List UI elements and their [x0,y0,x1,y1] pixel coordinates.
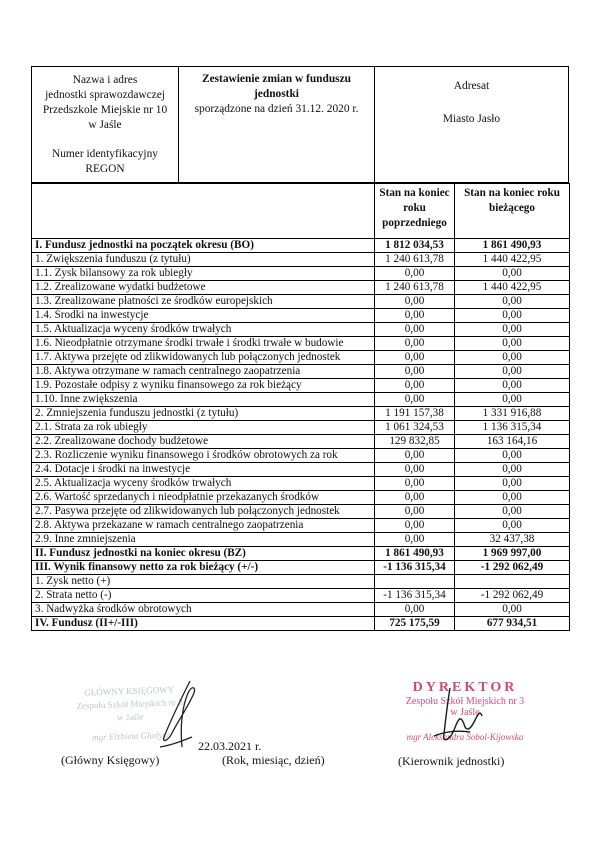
prev-value: 129 832,85 [375,435,455,449]
prev-value: 1 191 157,38 [375,407,455,421]
row-label: 1.6. Nieodpłatnie otrzymane środki trwałe i środki trwałe w budowie [32,337,375,351]
prev-value: 0,00 [375,491,455,505]
prev-value: 0,00 [375,505,455,519]
entity-city: w Jaśle [88,119,122,131]
curr-value [455,575,570,589]
prev-value: 0,00 [375,533,455,547]
row-label: 2. Strata netto (-) [32,589,375,603]
curr-value: 0,00 [455,491,570,505]
table-body [32,239,570,631]
table-row [32,463,570,477]
curr-value: 0,00 [455,603,570,617]
curr-column-header: Stan na koniec roku bieżącego [455,184,570,239]
head-of-unit-label: (Kierownik jednostki) [398,754,505,768]
table-row [32,435,570,449]
stamp-line: w Jaśle [450,707,480,718]
row-label: 1. Zysk netto (+) [32,575,375,589]
report-title-2: jednostki [254,88,299,100]
prev-value: 0,00 [375,379,455,393]
stamp-line: w Jaśle [116,711,144,723]
curr-value: 0,00 [455,323,570,337]
row-label: 1.10. Inne zwiększenia [32,393,375,407]
curr-value: 677 934,51 [455,617,570,631]
regon-label: REGON [85,163,125,175]
table-row [32,267,570,281]
curr-value: 0,00 [455,449,570,463]
prev-value: 0,00 [375,365,455,379]
curr-value: 0,00 [455,267,570,281]
prev-value: 0,00 [375,603,455,617]
prev-value: 0,00 [375,449,455,463]
row-label: 1.2. Zrealizowane wydatki budżetowe [32,281,375,295]
curr-value: 1 440 422,95 [455,253,570,267]
table-row [32,393,570,407]
entity-cell [32,67,179,182]
table-row [32,547,570,561]
table-header-row [32,184,570,239]
prev-column-header: Stan na koniec roku poprzedniego [375,184,455,239]
signing-date: 22.03.2021 r. [198,739,262,753]
table-row [32,491,570,505]
prev-value: 1 240 613,78 [375,281,455,295]
curr-value: 1 136 315,34 [455,421,570,435]
curr-value: 0,00 [455,393,570,407]
table-row [32,337,570,351]
row-label: 1.7. Aktywa przejęte od zlikwidowanych lub połączonych jednostek [32,351,375,365]
curr-value: 1 969 997,00 [455,547,570,561]
prev-value: 725 175,59 [375,617,455,631]
table-row [32,407,570,421]
prev-value: 1 861 490,93 [375,547,455,561]
id-label: Numer identyfikacyjny [52,148,158,160]
table-row [32,351,570,365]
stamp-line: Zespołu Szkół Miejskich nr 3 [405,696,525,707]
curr-value: 0,00 [455,379,570,393]
table-row [32,365,570,379]
table-row [32,589,570,603]
date-label: (Rok, miesiąc, dzień) [222,753,325,767]
row-label: 1. Zwiększenia funduszu (z tytułu) [32,253,375,267]
prev-value: 1 812 034,53 [375,239,455,253]
row-label: 1.8. Aktywa otrzymane w ramach centralnego zaopatrzenia [32,365,375,379]
prev-value: 0,00 [375,323,455,337]
label-column-header [32,184,375,239]
curr-value: 0,00 [455,463,570,477]
curr-value: 0,00 [455,365,570,379]
prev-value: 0,00 [375,267,455,281]
table-row [32,477,570,491]
row-label: 2.7. Pasywa przejęte od zlikwidowanych lub połączonych jednostek [32,505,375,519]
curr-value: 0,00 [455,477,570,491]
curr-value: -1 292 062,49 [455,589,570,603]
prev-value: 1 240 613,78 [375,253,455,267]
director-signature [420,686,490,750]
row-label: 2.3. Rozliczenie wyniku finansowego i środków obrotowych za rok [32,449,375,463]
table-row [32,533,570,547]
table-row [32,323,570,337]
row-label: 2.6. Wartość sprzedanych i nieodpłatnie przekazanych środków [32,491,375,505]
entity-line: jednostki sprawozdawczej [45,89,165,101]
table-row [32,449,570,463]
prev-value: 0,00 [375,295,455,309]
table-row [32,379,570,393]
stamp-line: mgr Elżbieta Gładysz [91,729,170,743]
prev-value: 0,00 [375,351,455,365]
prev-value: 0,00 [375,393,455,407]
table-row [32,617,570,631]
table-row [32,575,570,589]
curr-value: 32 437,38 [455,533,570,547]
addressee-name: Miasto Jasło [442,113,501,125]
prev-value: 0,00 [375,477,455,491]
row-label: 2.2. Zrealizowane dochody budżetowe [32,435,375,449]
curr-value: -1 292 062,49 [455,561,570,575]
prev-value: 0,00 [375,309,455,323]
fund-changes-table [31,183,570,631]
prev-value: -1 136 315,34 [375,561,455,575]
table-row [32,309,570,323]
table-row [32,603,570,617]
curr-value: 0,00 [455,519,570,533]
stamp-title: DYREKTOR [412,680,518,695]
prev-value: 0,00 [375,519,455,533]
row-label: 1.9. Pozostałe odpisy z wyniku finansowego za rok bieżący [32,379,375,393]
row-label: IV. Fundusz (II+/-III) [32,617,375,631]
row-label: 2.8. Aktywa przekazane w ramach centralnego zaopatrzenia [32,519,375,533]
prev-value [375,575,455,589]
prev-value: 1 061 324,53 [375,421,455,435]
curr-value: 1 440 422,95 [455,281,570,295]
addressee-label: Adresat [453,80,490,92]
table-row [32,253,570,267]
row-label: 2. Zmniejszenia funduszu jednostki (z tytułu) [32,407,375,421]
curr-value: 0,00 [455,505,570,519]
row-label: III. Wynik finansowy netto za rok bieżący (+/-) [32,561,375,575]
chief-accountant-label: (Główny Księgowy) [61,753,160,767]
row-label: 2.4. Dotacje i środki na inwestycje [32,463,375,477]
table-row [32,421,570,435]
title-cell [179,67,375,182]
entity-line: Nazwa i adres [72,74,138,86]
prev-value: 0,00 [375,463,455,477]
stamp-line: Zespołu Szkół Miejskich nr 3 [76,697,184,711]
table-row [32,519,570,533]
row-label: I. Fundusz jednostki na początek okresu (BO) [32,239,375,253]
stamp-line: GŁÓWNY KSIĘGOWY [84,684,175,698]
row-label: 2.5. Aktualizacja wyceny środków trwałych [32,477,375,491]
entity-name: Przedszkole Miejskie nr 10 [42,104,168,116]
row-label: 1.1. Zysk bilansowy za rok ubiegły [32,267,375,281]
curr-value: 163 164,16 [455,435,570,449]
prev-value: 0,00 [375,337,455,351]
row-label: 1.4. Środki na inwestycje [32,309,375,323]
curr-value: 0,00 [455,337,570,351]
row-label: 2.1. Strata za rok ubiegły [32,421,375,435]
row-label: 3. Nadwyżka środków obrotowych [32,603,375,617]
table-row [32,295,570,309]
row-label: 1.5. Aktualizacja wyceny środków trwałych [32,323,375,337]
stamp-name: mgr Aleksandra Sobol-Kijowska [406,732,524,742]
report-title: Zestawienie zmian w funduszu [201,73,352,85]
table-row [32,505,570,519]
row-label: 2.9. Inne zmniejszenia [32,533,375,547]
row-label: 1.3. Zrealizowane płatności ze środków europejskich [32,295,375,309]
report-header [31,66,569,183]
curr-value: 0,00 [455,309,570,323]
table-row [32,239,570,253]
curr-value: 1 861 490,93 [455,239,570,253]
report-date: sporządzone na dzień 31.12. 2020 r. [194,103,359,115]
curr-value: 0,00 [455,295,570,309]
table-row [32,561,570,575]
prev-value: -1 136 315,34 [375,589,455,603]
row-label: II. Fundusz jednostki na koniec okresu (BZ) [32,547,375,561]
addressee-cell [375,67,568,182]
curr-value: 1 331 916,88 [455,407,570,421]
curr-value: 0,00 [455,351,570,365]
table-row [32,281,570,295]
